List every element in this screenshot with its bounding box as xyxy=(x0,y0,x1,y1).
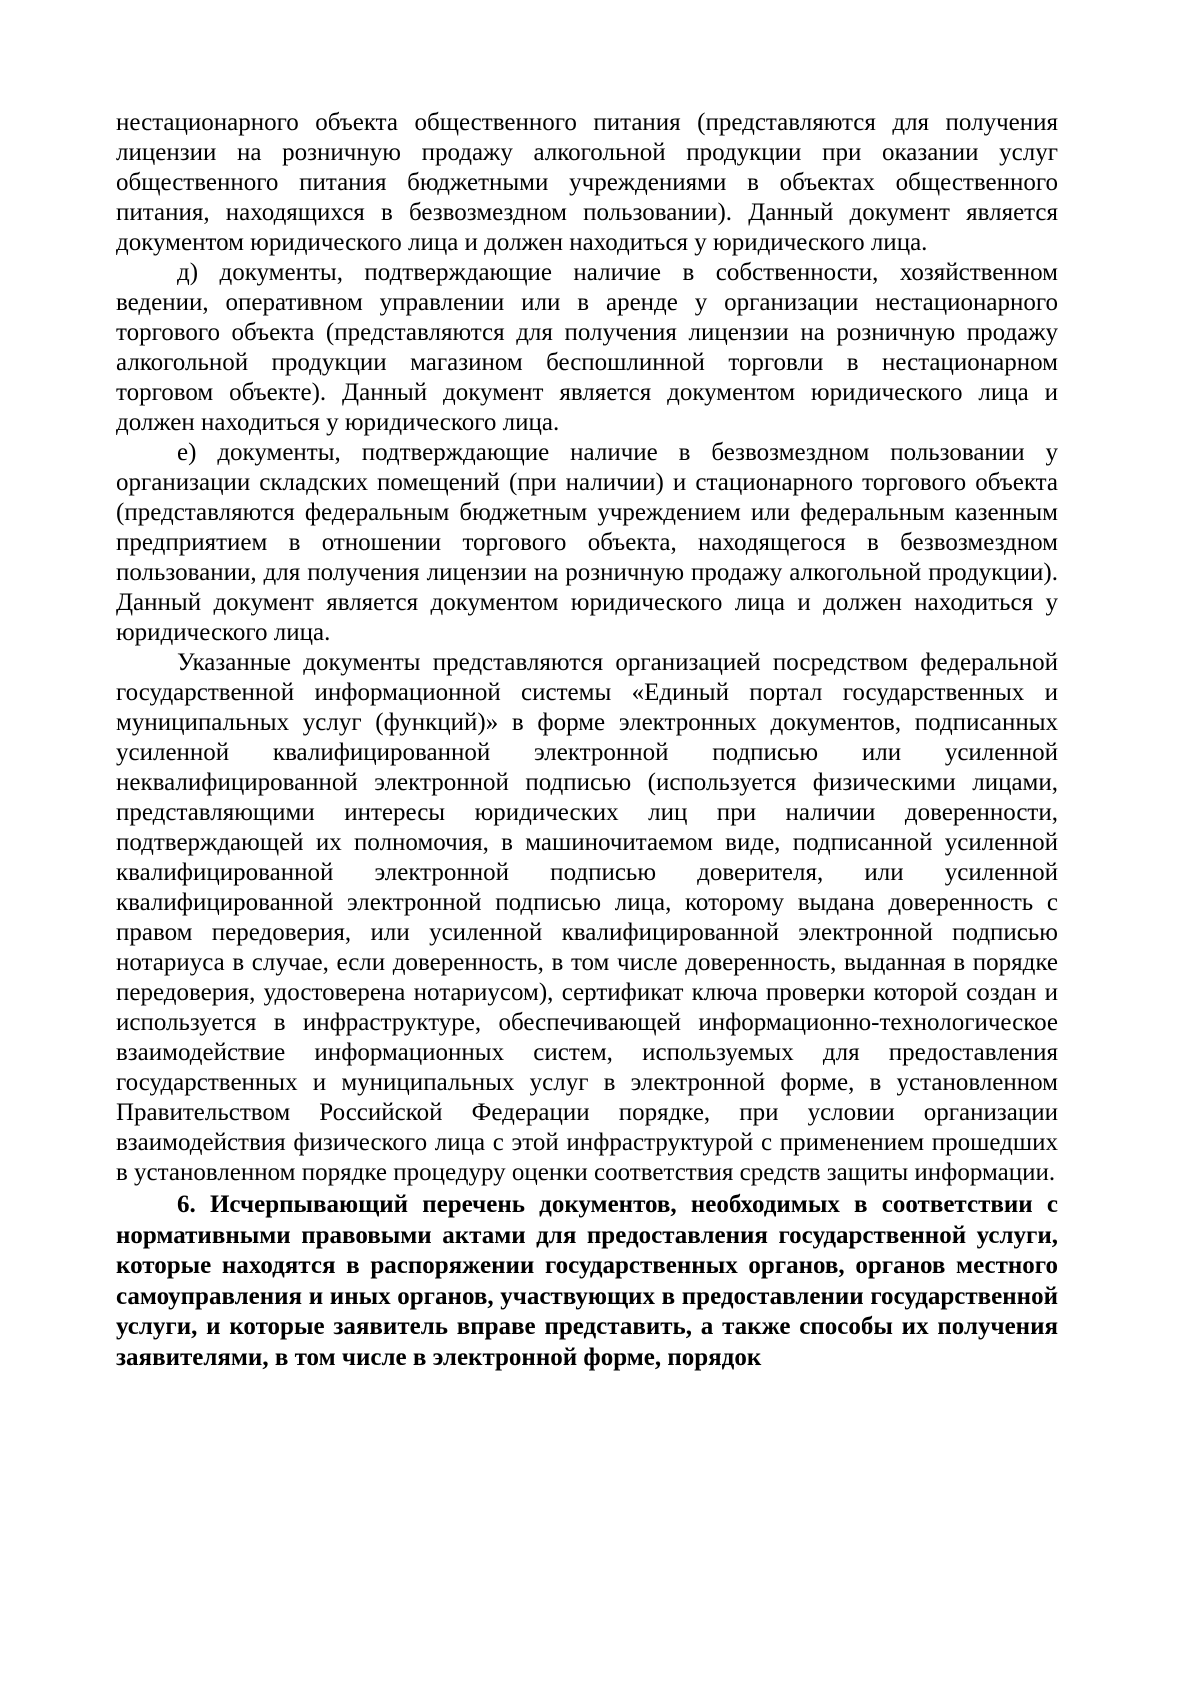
section-heading-6: 6. Исчерпывающий перечень документов, необходимых в соответствии с нормативными правовыми актами для предоставления государственной услуги, которые находятся в распоряжении государственных органов, органов местного самоуправления и иных органов, участвующих в предоставлении государственной услуги, и которые заявитель вправе представить, а также способы их получения заявителями, в том числе в электронной форме, порядок xyxy=(116,1191,1058,1371)
list-item-e: е) документы, подтверждающие наличие в безвозмездном пользовании у организации складских помещений (при наличии) и стационарного торгового объекта (представляются федеральным бюджетным учреждением или федеральным казенным предприятием в отношении торгового объекта, находящегося в безвозмездном пользовании, для получения лицензии на розничную продажу алкогольной продукции). Данный документ является документом юридического лица и должен находиться у юридического лица. xyxy=(116,439,1058,646)
document-page xyxy=(116,108,1058,1373)
paragraph-continuation: нестационарного объекта общественного питания (представляются для получения лицензии на розничную продажу алкогольной продукции при оказании услуг общественного питания бюджетными учреждениями в объектах общественного питания, находящихся в безвозмездном пользовании). Данный документ является документом юридического лица и должен находиться у юридического лица. xyxy=(116,109,1058,256)
list-item-d: д) документы, подтверждающие наличие в собственности, хозяйственном ведении, оперативном управлении или в аренде у организации нестационарного торгового объекта (представляются для получения лицензии на розничную продажу алкогольной продукции магазином беспошлинной торговли в нестационарном торговом объекте). Данный документ является документом юридического лица и должен находиться у юридического лица. xyxy=(116,259,1058,436)
paragraph-submission: Указанные документы представляются организацией посредством федеральной государственной информационной системы «Единый портал государственных и муниципальных услуг (функций)» в форме электронных документов, подписанных усиленной квалифицированной электронной подписью или усиленной неквалифицированной электронной подписью (используется физическими лицами, представляющими интересы юридических лиц при наличии доверенности, подтверждающей их полномочия, в машиночитаемом виде, подписанной усиленной квалифицированной электронной подписью доверителя, или усиленной квалифицированной электронной подписью лица, которому выдана доверенность с правом передоверия, или усиленной квалифицированной электронной подписью нотариуса в случае, если доверенность, в том числе доверенность, выданная в порядке передоверия, удостоверена нотариусом), сертификат ключа проверки которой создан и используется в инфраструктуре, обеспечивающей информационно-технологическое взаимодействие информационных систем, используемых для предоставления государственных и муниципальных услуг в электронной форме, в установленном Правительством Российской Федерации порядке, при условии организации взаимодействия физического лица с этой инфраструктурой с применением прошедших в установленном порядке процедуру оценки соответствия средств защиты информации. xyxy=(116,649,1058,1186)
